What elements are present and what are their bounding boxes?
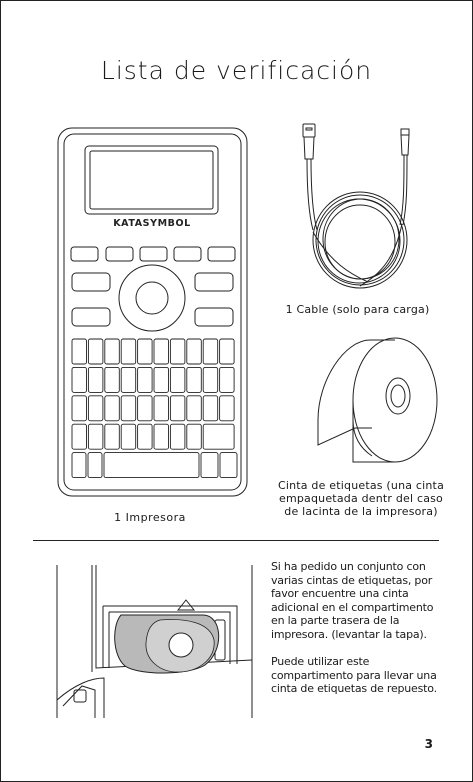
printer-key: [170, 396, 185, 421]
printer-key: [170, 367, 185, 392]
printer-key: [88, 396, 103, 421]
printer-key: [220, 396, 235, 421]
printer-key: [105, 396, 120, 421]
printer-key: [154, 367, 169, 392]
tape-roll-illustration: [318, 338, 437, 462]
printer-key: [121, 424, 136, 449]
printer-key: [138, 424, 153, 449]
printer-key: [154, 339, 169, 364]
spare-tape-note: [271, 560, 451, 641]
printer-keyboard: [72, 339, 237, 478]
printer-key: [72, 453, 86, 478]
printer-brand-logo: KATASYMBOL: [113, 218, 191, 229]
printer-key: [170, 424, 185, 449]
printer-key: [201, 453, 218, 478]
printer-key: [187, 396, 202, 421]
printer-key: [220, 367, 235, 392]
tape-caption-line: empaquetada dentr del caso: [278, 492, 443, 505]
printer-key: [105, 339, 120, 364]
printer-key: [203, 424, 234, 449]
note-line: cinta de etiquetas de repuesto.: [271, 682, 437, 695]
spare-tape-roll: [115, 615, 219, 673]
printer-key: [121, 367, 136, 392]
printer-key: [220, 339, 235, 364]
printer-key: [138, 339, 153, 364]
printer-key: [220, 453, 237, 478]
tape-caption-line: Cinta de etiquetas (una cinta: [277, 479, 445, 492]
note-line: favor encuentre una cinta: [271, 587, 409, 600]
printer-key: [138, 396, 153, 421]
printer-key: [88, 453, 102, 478]
note-line: impresora. (levantar la tapa).: [271, 627, 427, 641]
compartment-note: [271, 655, 451, 696]
printer-key: [88, 339, 103, 364]
printer-key: [203, 339, 218, 364]
note-line: en la parte trasera de la: [271, 614, 400, 627]
printer-key: [104, 453, 199, 478]
printer-key: [105, 424, 120, 449]
note-line: Puede utilizar este: [271, 655, 370, 668]
printer-key: [72, 339, 87, 364]
printer-key: [72, 396, 87, 421]
printer-key: [88, 367, 103, 392]
printer-key: [72, 424, 87, 449]
tape-caption: [265, 479, 457, 518]
printer-key: [203, 396, 218, 421]
printer-key: [154, 424, 169, 449]
printer-key: [170, 339, 185, 364]
note-line: varias cintas de etiquetas, por: [271, 573, 433, 587]
cable-illustration: [303, 124, 409, 288]
note-line: adicional en el compartimento: [271, 600, 434, 614]
printer-caption: 1 Impresora: [114, 511, 186, 524]
cable-caption: 1 Cable (solo para carga): [285, 303, 430, 316]
printer-key: [121, 339, 136, 364]
printer-key: [138, 367, 153, 392]
printer-key: [187, 424, 202, 449]
note-line: Si ha pedido un conjunto con: [271, 560, 426, 573]
printer-key: [72, 367, 87, 392]
section-divider: [33, 540, 439, 541]
note-line: compartimento para llevar una: [271, 668, 437, 682]
printer-key: [154, 396, 169, 421]
printer-key: [88, 424, 103, 449]
printer-key: [121, 396, 136, 421]
page-number: 3: [424, 737, 433, 751]
printer-key: [187, 339, 202, 364]
printer-key: [105, 367, 120, 392]
tape-caption-line: de lacinta de la impresora): [284, 505, 438, 518]
page-title: Lista de verificación: [100, 56, 373, 85]
printer-key: [203, 367, 218, 392]
printer-key: [187, 367, 202, 392]
